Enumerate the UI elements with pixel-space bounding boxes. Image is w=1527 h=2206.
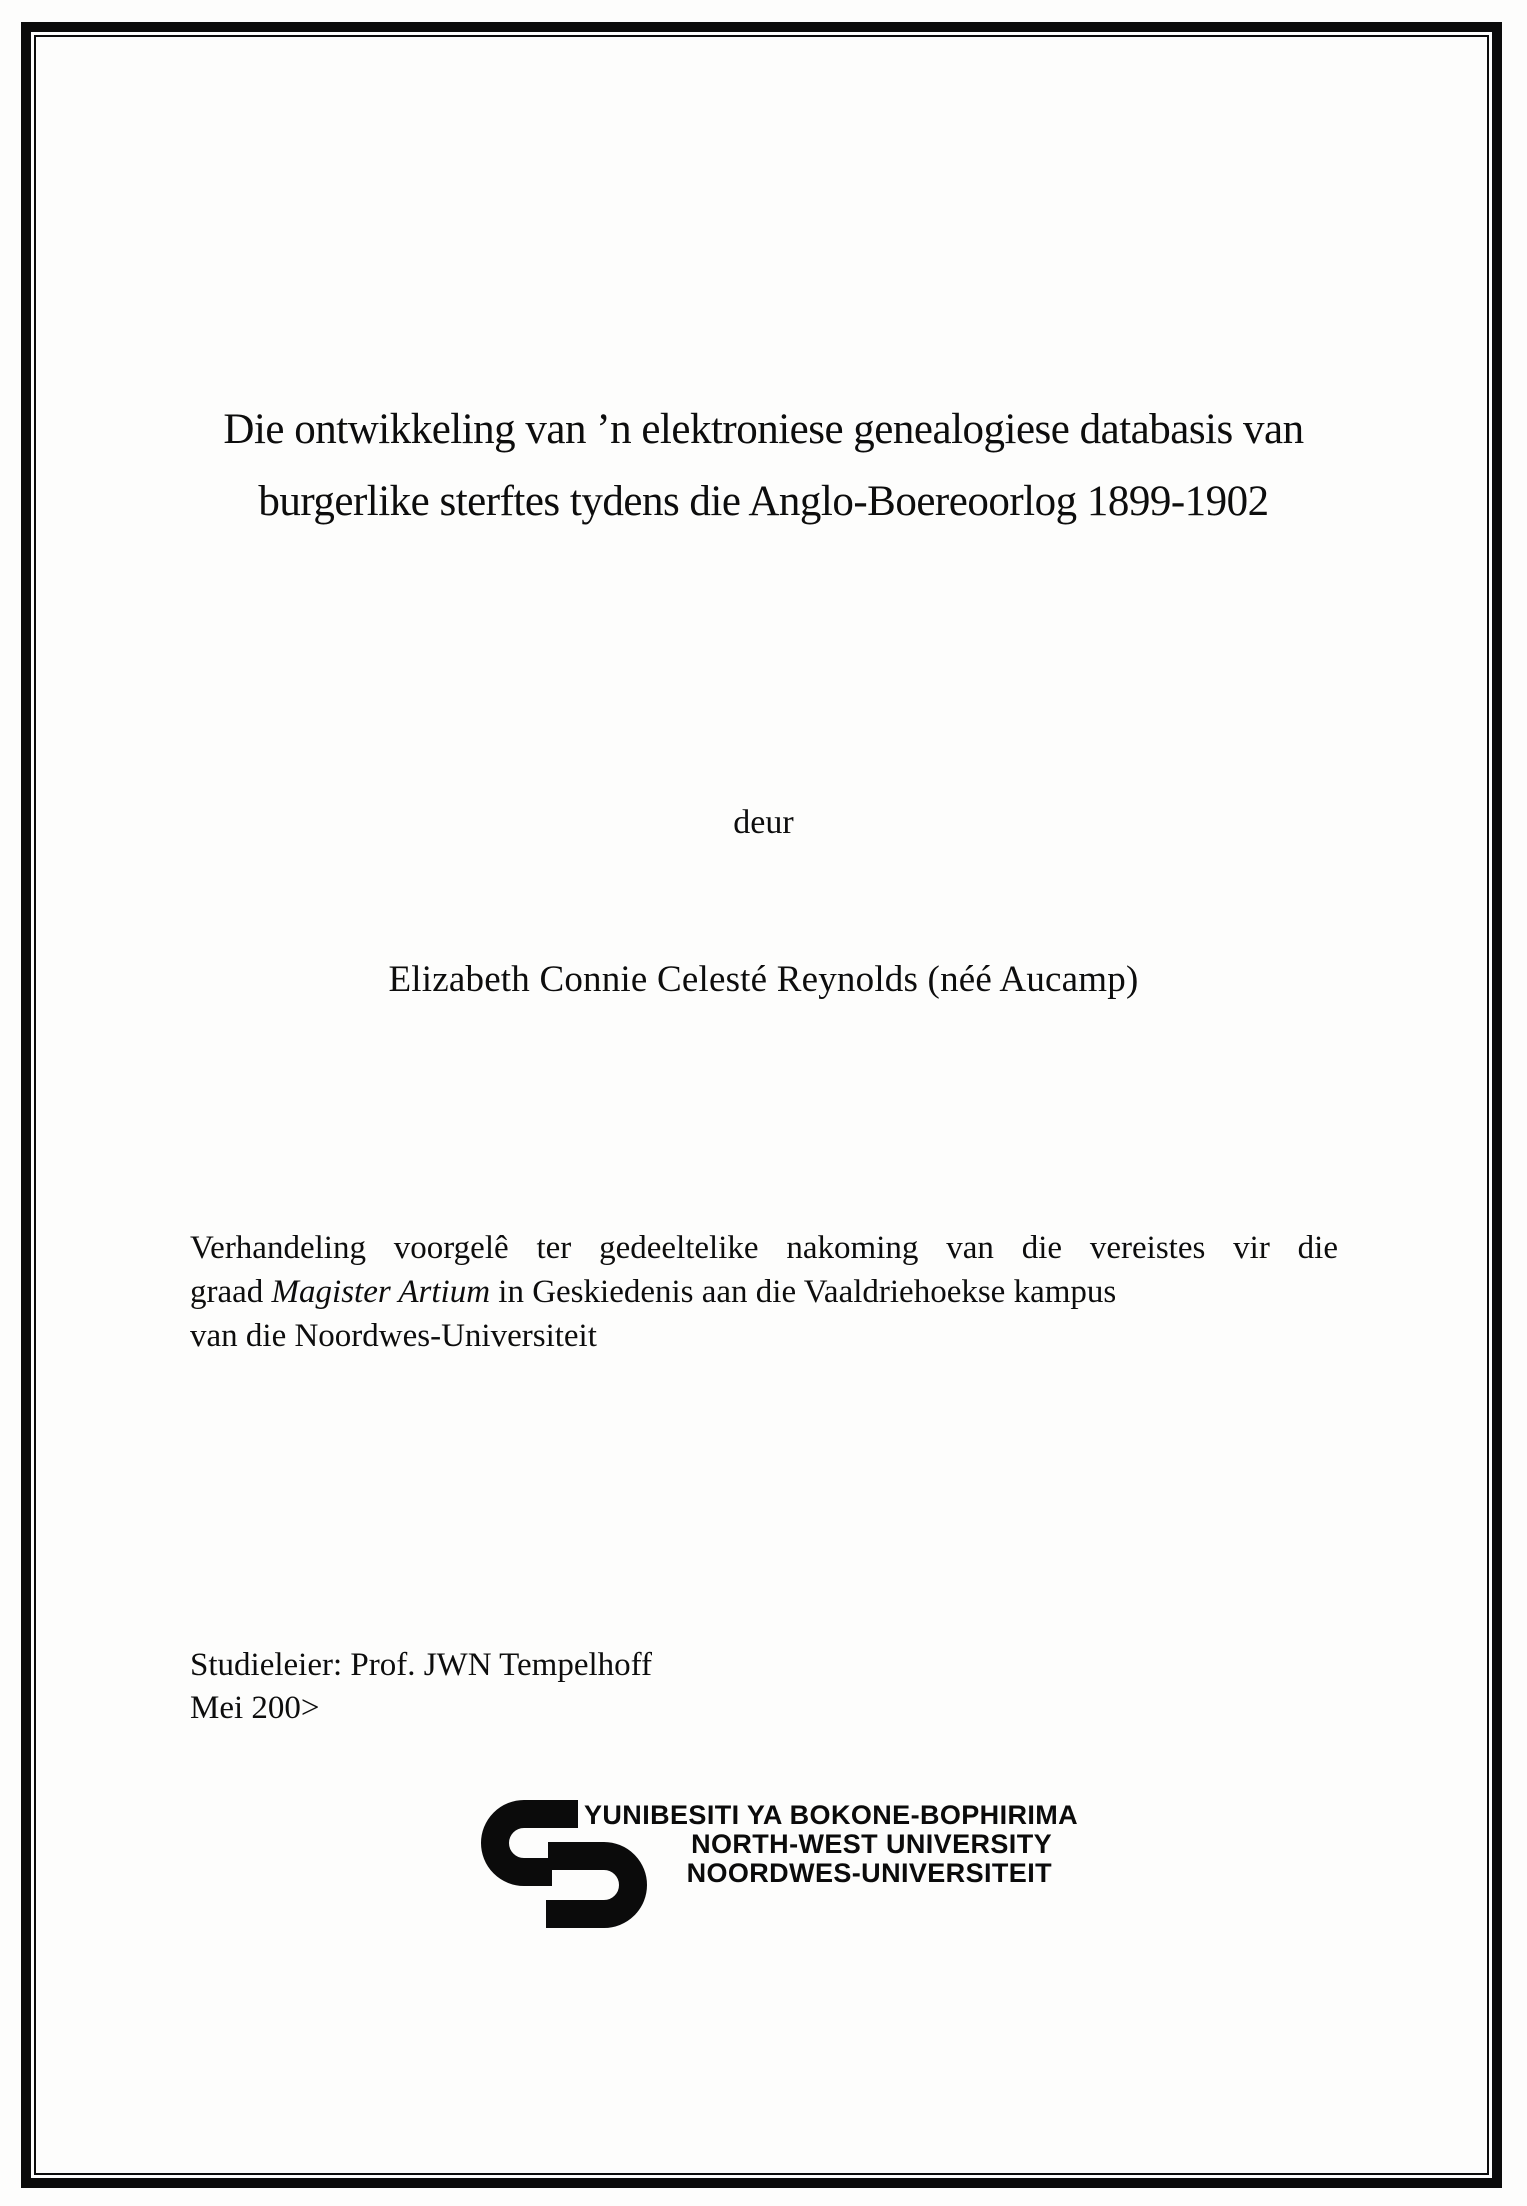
university-name-block: [584, 1800, 1079, 1888]
university-name-setswana: YUNIBESITI YA BOKONE-BOPHIRIMA: [584, 1800, 1079, 1830]
document-title-line1: Die ontwikkeling van ’n elektroniese genealogiese databasis van: [223, 406, 1304, 453]
university-name-afrikaans: NOORDWES-UNIVERSITEIT: [686, 1858, 1052, 1888]
thesis-statement-line2: [190, 1270, 1338, 1314]
byline-preposition: deur: [733, 804, 794, 841]
degree-name: Magister Artium: [271, 1274, 491, 1310]
document-title: [100, 394, 1427, 538]
thesis-statement: [190, 1226, 1338, 1358]
thesis-statement-line1: Verhandeling voorgelê ter gedeeltelike nakoming van die vereistes vir die: [190, 1230, 1338, 1266]
thesis-statement-line2-post: in Geskiedenis aan die Vaaldriehoekse kampus: [490, 1274, 1117, 1310]
submission-details: [190, 1644, 652, 1730]
thesis-statement-line3: van die Noordwes-Universiteit: [190, 1318, 597, 1354]
author-name: Elizabeth Connie Celesté Reynolds (néé Aucamp): [388, 959, 1139, 1000]
university-name-english: NORTH-WEST UNIVERSITY: [691, 1829, 1052, 1859]
supervisor-line: Studieleier: Prof. JWN Tempelhoff: [190, 1647, 653, 1683]
document-title-line2: burgerlike sterftes tydens die Anglo-Boereoorlog 1899-1902: [258, 478, 1269, 525]
thesis-statement-line2-pre: graad: [190, 1274, 272, 1310]
date-line: Mei 200>: [190, 1690, 320, 1726]
